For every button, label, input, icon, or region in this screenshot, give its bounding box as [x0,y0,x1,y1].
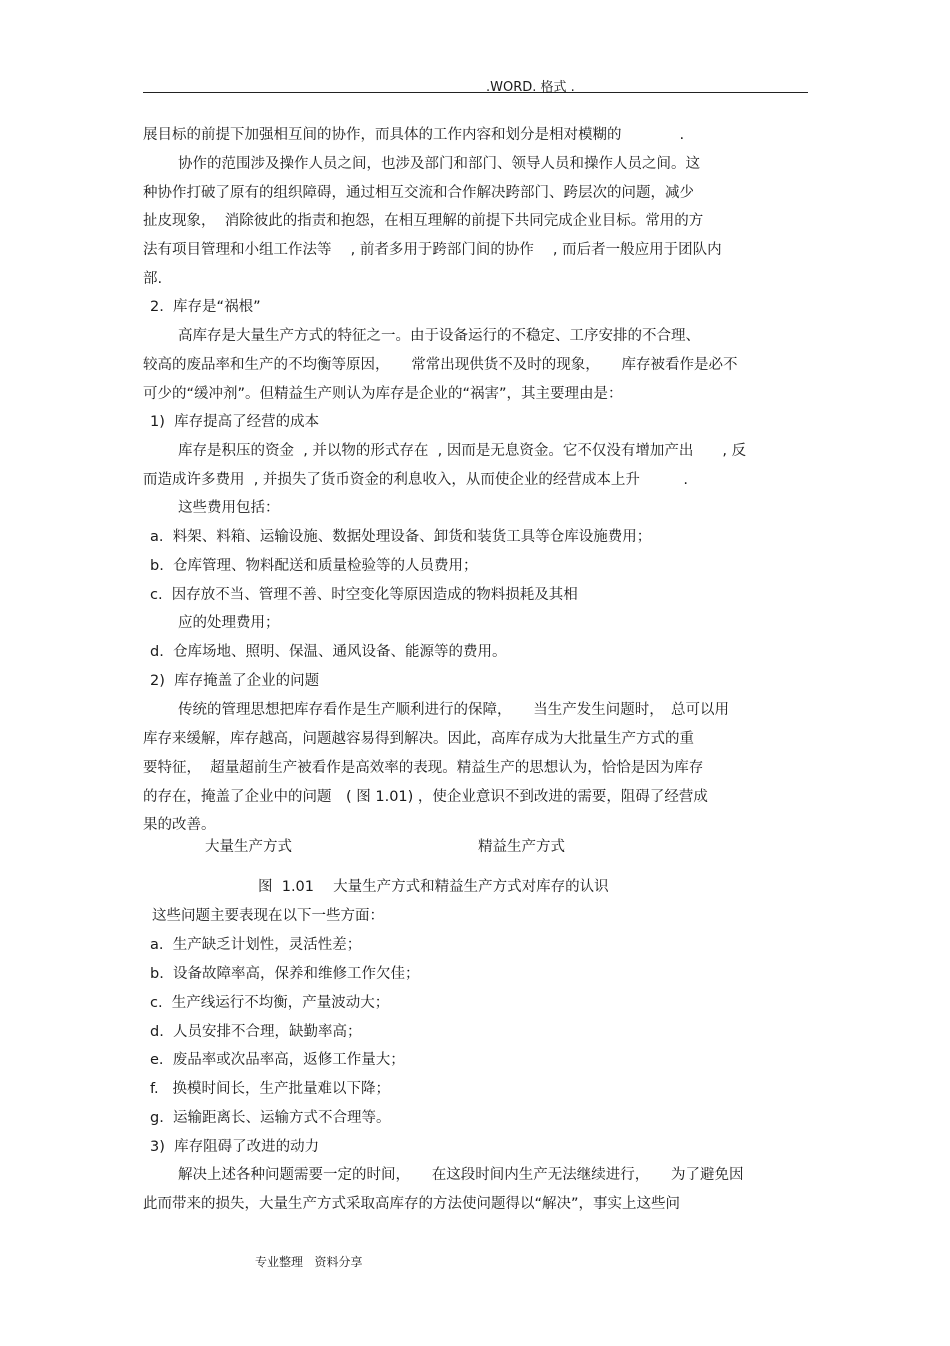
list-item: e. 废品率或次品率高，返修工作量大； [150,1052,405,1068]
text-line: 传统的管理思想把库存看作是生产顺利进行的保障， 当生产发生问题时， 总可以用 [178,702,729,718]
list-item: a. 料架、料箱、运输设施、数据处理设备、卸货和装货工具等仓库设施费用； [150,529,652,545]
page-header: .WORD. 格式 . [486,80,575,95]
page-footer: 专业整理 资料分享 [255,1255,363,1269]
list-item: g. 运输距离长、运输方式不合理等。 [150,1110,391,1126]
text-line: 应的处理费用； [178,615,280,631]
list-item: a. 生产缺乏计划性，灵活性差； [150,937,362,953]
text-line: 法有项目管理和小组工作法等 , 前者多用于跨部门间的协作 , 而后者一般应用于团队内 [143,242,722,258]
header-rule [143,92,808,93]
text-line: 解决上述各种问题需要一定的时间， 在这段时间内生产无法继续进行， 为了避免因 [178,1167,744,1183]
text-line: 而造成许多费用 , 并损失了货币资金的利息收入，从而使企业的经营成本上升 . [143,472,689,488]
text-line: 库存是积压的资金 , 并以物的形式存在 , 因而是无息资金。它不仅没有增加产出 , 反 [178,443,747,459]
text-line: 库存来缓解，库存越高，问题越容易得到解决。因此，高库存成为大批量生产方式的重 [143,731,694,747]
subsection-heading: 3) 库存阻碍了改进的动力 [150,1139,320,1155]
list-item: b. 设备故障率高，保养和维修工作欠佳； [150,966,420,982]
list-item: f. 换模时间长，生产批量难以下降； [150,1081,390,1097]
text-line: 种协作打破了原有的组织障碍，通过相互交流和合作解决跨部门、跨层次的问题，减少 [143,185,694,201]
text-line: 的存在，掩盖了企业中的问题 ( 图 1.01) ，使企业意识不到改进的需要，阻碍了经营成 [143,789,708,805]
section-heading: 2. 库存是“祸根” [150,299,261,315]
text-line: 展目标的前提下加强相互间的协作，而具体的工作内容和划分是相对模糊的 . [143,127,685,143]
text-line: 协作的范围涉及操作人员之间，也涉及部门和部门、领导人员和操作人员之间。这 [178,156,700,172]
list-item: d. 仓库场地、照明、保温、通风设备、能源等的费用。 [150,644,507,660]
text-line: 这些费用包括： [178,500,280,516]
text-line: 要特征， 超量超前生产被看作是高效率的表现。精益生产的思想认为，恰恰是因为库存 [143,760,704,776]
text-line: 扯皮现象， 消除彼此的指责和抱怨，在相互理解的前提下共同完成企业目标。常用的方 [143,213,704,229]
text-line: 果的改善。 [143,817,216,833]
text-line: 高库存是大量生产方式的特征之一。由于设备运行的不稳定、工序安排的不合理、 [178,328,700,344]
text-line: 可少的“缓冲剂”。但精益生产则认为库存是企业的“祸害”，其主要理由是： [143,386,623,402]
list-item: d. 人员安排不合理，缺勤率高； [150,1024,362,1040]
text-line: 此而带来的损失，大量生产方式采取高库存的方法使问题得以“解决”，事实上这些问 [143,1196,681,1212]
list-item: c. 因存放不当、管理不善、时空变化等原因造成的物料损耗及其相 [150,587,578,603]
list-item: c. 生产线运行不均衡，产量波动大； [150,995,390,1011]
figure-caption: 图 1.01 大量生产方式和精益生产方式对库存的认识 [258,879,609,895]
text-line: 较高的废品率和生产的不均衡等原因， 常常出现供货不及时的现象， 库存被看作是必不 [143,357,738,373]
list-item: b. 仓库管理、物料配送和质量检验等的人员费用； [150,558,478,574]
text-line: 这些问题主要表现在以下一些方面： [152,908,384,924]
figure-label-right: 精益生产方式 [478,839,565,855]
subsection-heading: 1) 库存提高了经营的成本 [150,414,320,430]
text-line: 部. [143,271,163,287]
figure-label-left: 大量生产方式 [205,839,292,855]
subsection-heading: 2) 库存掩盖了企业的问题 [150,673,320,689]
